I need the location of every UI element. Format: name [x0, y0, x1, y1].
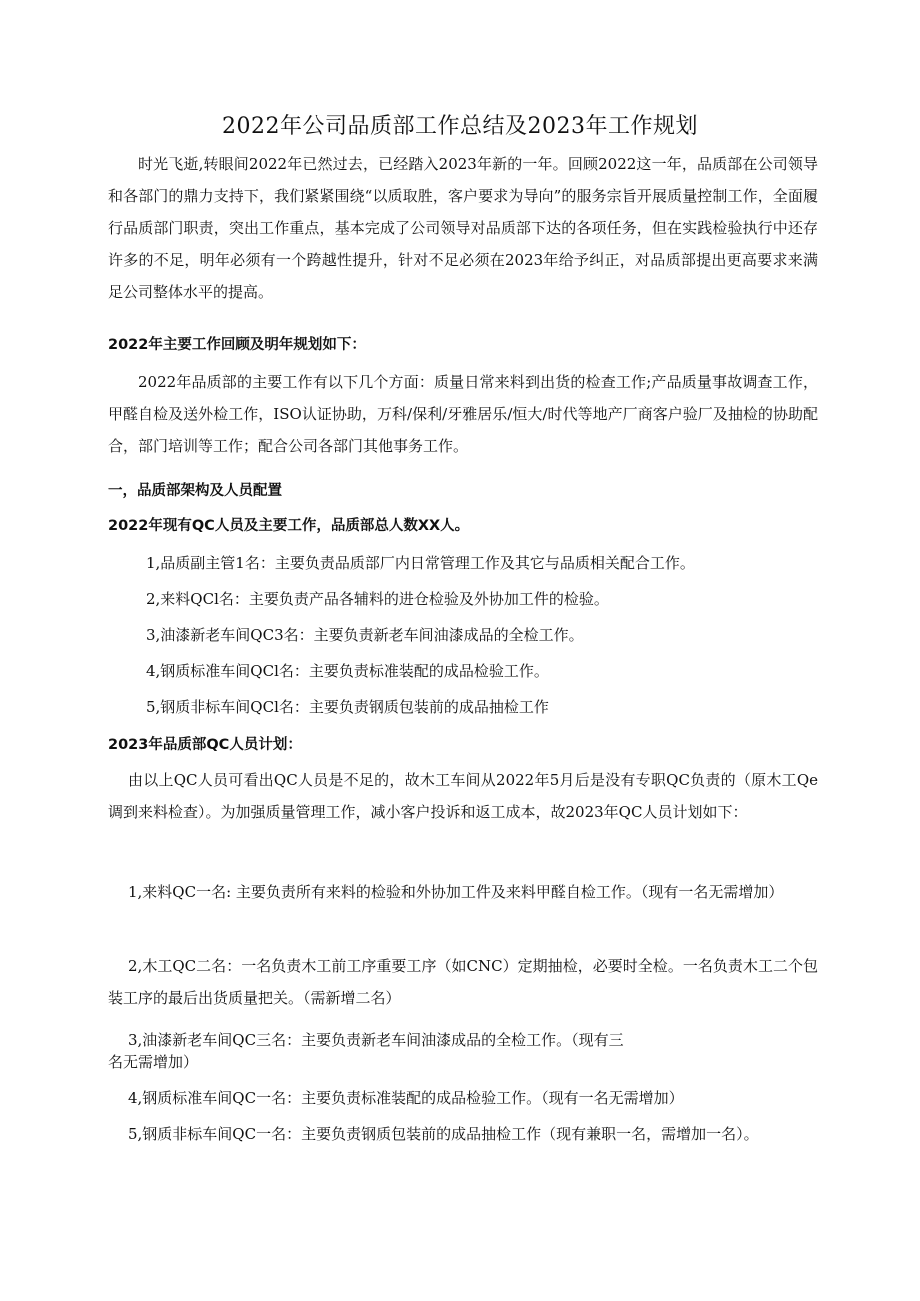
current-item-3: 3,油漆新老车间QC3名：主要负责新老车间油漆成品的全检工作。	[146, 626, 584, 644]
plan-item-1: 1,来料QC一名: 主要负责所有来料的检验和外协加工件及来料甲醛自检工作。（现有一名无需增加）	[128, 883, 784, 901]
plan-item-5: 5,钢质非标车间QC一名：主要负责钢质包装前的成品抽检工作（现有兼职一名，需增加一名）。	[128, 1125, 759, 1143]
review-paragraph: 2022年品质部的主要工作有以下几个方面：质量日常来料到出货的检查工作;产品质量事故调查工作，甲醛自检及送外检工作，ISO认证协助，万科/保利/牙雅居乐/恒大/时代等地产厂商客户验厂及抽检的协助配合，部门培训等工作；配合公司各部门其他事务工作。	[108, 373, 818, 455]
current-staff-heading: 2022年现有QC人员及主要工作，品质部总人数XX人。	[108, 518, 470, 534]
current-item-2: 2,来料QCl名：主要负责产品各辅料的进仓检验及外协加工件的检验。	[146, 590, 609, 608]
document-title: 2022年公司品质部工作总结及2023年工作规划	[222, 114, 698, 139]
plan-item-3-cont: 名无需增加）	[108, 1053, 199, 1071]
current-item-5: 5,钢质非标车间QCl名：主要负责钢质包装前的成品抽检工作	[146, 698, 549, 716]
plan-item-2: 2,木工QC二名：一名负责木工前工序重要工序（如CNC）定期抽检，必要时全检。一名负责木工二个包装工序的最后出货质量把关。（需新增二名）	[108, 957, 818, 1007]
plan-heading: 2023年品质部QC人员计划：	[108, 737, 302, 753]
intro-paragraph: 时光飞逝,转眼间2022年已然过去，已经踏入2023年新的一年。回顾2022这一年，品质部在公司领导和各部门的鼎力支持下，我们紧紧围绕“以质取胜，客户要求为导向”的服务宗旨开展质量控制工作，全面履行品质部门职责，突出工作重点，基本完成了公司领导对品质部下达的各项任务，但在实践检验执行中还存许多的不足，明年必须有一个跨越性提升，针对不足必须在2023年给予纠正，对品质部提出更高要求来满足公司整体水平的提高。	[108, 155, 818, 301]
plan-intro-paragraph: 由以上QC人员可看出QC人员是不足的，故木工车间从2022年5月后是没有专职QC负责的（原木工Qe调到来料检查）。为加强质量管理工作，减小客户投诉和返工成本，故2023年QC人员计划如下：	[108, 771, 818, 821]
plan-item-3: 3,油漆新老车间QC三名：主要负责新老车间油漆成品的全检工作。（现有三	[128, 1031, 624, 1049]
current-item-1: 1,品质副主管1名：主要负责品质部厂内日常管理工作及其它与品质相关配合工作。	[146, 554, 695, 572]
current-item-4: 4,钢质标准车间QCl名：主要负责标准装配的成品检验工作。	[146, 662, 549, 680]
section-heading-1: 一，品质部架构及人员配置	[108, 483, 282, 499]
plan-item-4: 4,钢质标准车间QC一名：主要负责标准装配的成品检验工作。（现有一名无需增加）	[128, 1089, 684, 1107]
review-heading: 2022年主要工作回顾及明年规划如下：	[108, 337, 366, 353]
